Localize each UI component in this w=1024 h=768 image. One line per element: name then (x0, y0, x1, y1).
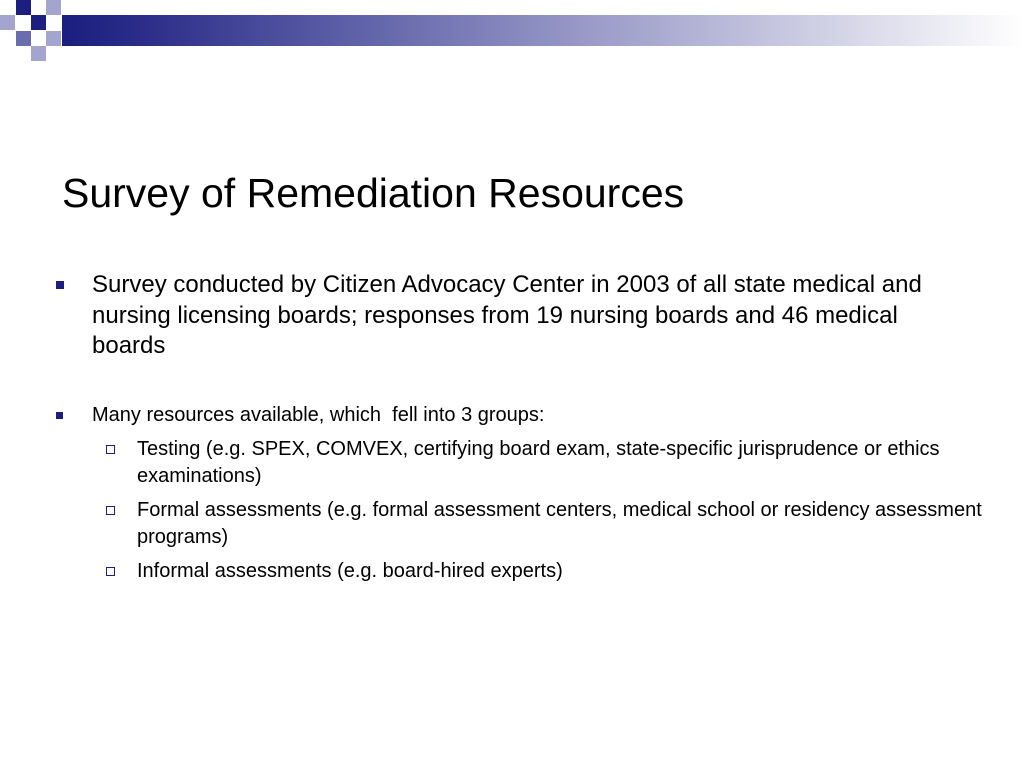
square-bullet-icon (56, 412, 63, 419)
slide-title: Survey of Remediation Resources (62, 170, 685, 216)
hollow-square-bullet-icon (106, 445, 115, 454)
sub-bullet-item (106, 436, 986, 490)
sub-bullet-item (106, 558, 986, 585)
hollow-square-bullet-icon (106, 567, 115, 576)
sub-bullet-text: Testing (e.g. SPEX, COMVEX, certifying board exam, state-specific jurisprudence or ethics examinations) (137, 438, 940, 487)
hollow-square-bullet-icon (106, 506, 115, 515)
bullet-text: Survey conducted by Citizen Advocacy Center in 2003 of all state medical and nursing licensing boards; responses from 19 nursing boards and 46 medical boards (92, 271, 922, 359)
sub-bullet-list (106, 436, 986, 592)
square-bullet-icon (56, 281, 64, 289)
bullet-text: Many resources available, which fell into 3 groups: (92, 404, 545, 426)
sub-bullet-item (106, 497, 986, 551)
sub-bullet-text: Formal assessments (e.g. formal assessment centers, medical school or residency assessment programs) (137, 499, 982, 548)
sub-bullet-text: Informal assessments (e.g. board-hired experts) (137, 560, 563, 582)
